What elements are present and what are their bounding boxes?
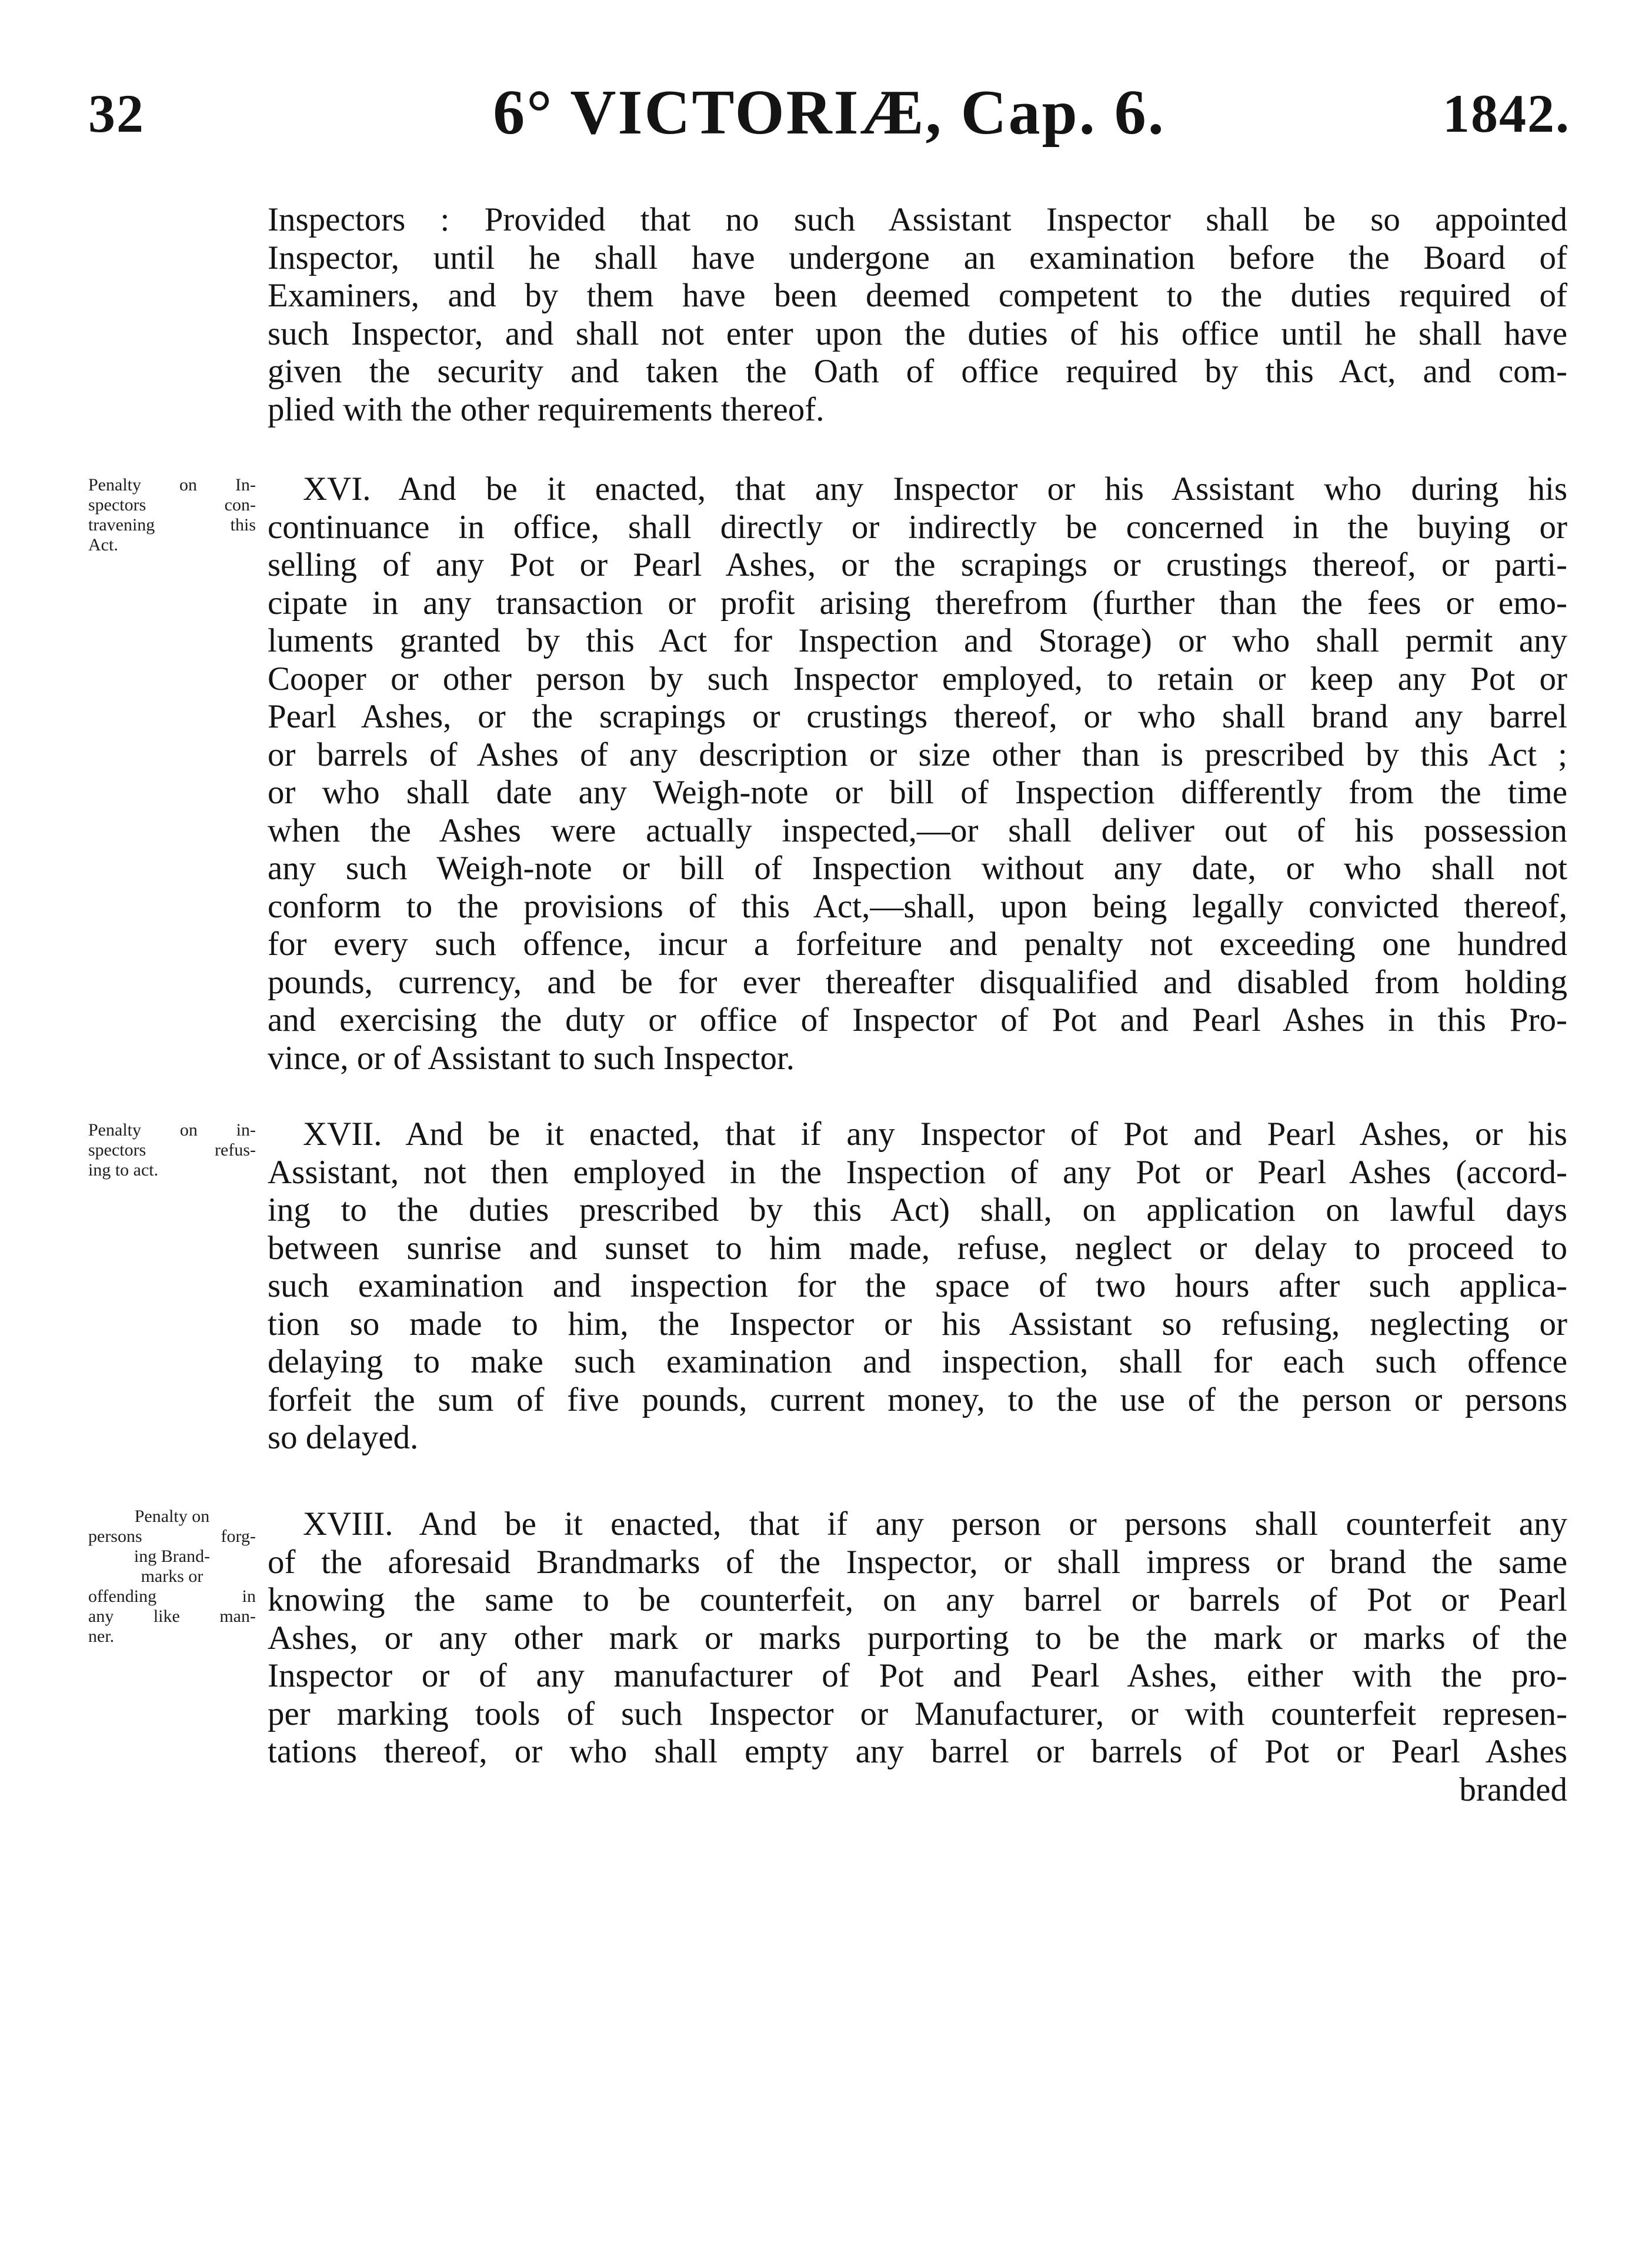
text-line: tion so made to him, the Inspector or his Assistant so refusing, neglecting or: [268, 1305, 1567, 1343]
text-line: any such Weigh-note or bill of Inspection without any date, or who shall not: [268, 850, 1567, 887]
text-line: ing to the duties prescribed by this Act) shall, on application on lawful days: [268, 1191, 1567, 1228]
margin-note-line: Act.: [88, 535, 118, 555]
text-line: Cooper or other person by such Inspector employed, to retain or keep any Pot or: [268, 660, 1567, 697]
text-line: continuance in office, shall directly or indirectly be concerned in the buying or: [268, 508, 1567, 546]
text-line: of the aforesaid Brandmarks of the Inspector, or shall impress or brand the same: [268, 1543, 1567, 1581]
text-line: for every such offence, incur a forfeiture and penalty not exceeding one hundred: [268, 926, 1567, 963]
text-line: vince, or of Assistant to such Inspector.: [268, 1039, 795, 1077]
margin-note-line: ing Brand-: [134, 1547, 211, 1566]
running-title: 6° VICTORIÆ, Cap. 6.: [493, 78, 1166, 148]
margin-note-line: marks or: [141, 1567, 203, 1586]
text-line: forfeit the sum of five pounds, current money, to the use of the person or persons: [268, 1381, 1567, 1418]
text-line: Inspector or of any manufacturer of Pot and Pearl Ashes, either with the pro-: [268, 1657, 1567, 1694]
text-line: Inspectors : Provided that no such Assistant Inspector shall be so appointed: [268, 201, 1567, 238]
page-header: [88, 71, 1570, 153]
text-line: XVI. And be it enacted, that any Inspector or his Assistant who during his: [303, 470, 1567, 507]
margin-note-line: Penalty on: [134, 1507, 210, 1526]
margin-note-section-xvi: [88, 475, 256, 555]
text-line: Ashes, or any other mark or marks purporting to be the mark or marks of the: [268, 1619, 1567, 1657]
margin-note-line: travening this: [88, 515, 256, 535]
text-line: delaying to make such examination and inspection, shall for each such offence: [268, 1343, 1567, 1380]
text-line: such Inspector, and shall not enter upon the duties of his office until he shall have: [268, 315, 1567, 352]
margin-note-line: Penalty on In-: [88, 475, 256, 495]
catchword: branded: [1459, 1771, 1567, 1808]
margin-note-line: any like man-: [88, 1607, 256, 1626]
text-line: Inspector, until he shall have undergone an examination before the Board of: [268, 239, 1567, 276]
text-line: per marking tools of such Inspector or Manufacturer, or with counterfeit represen-: [268, 1695, 1567, 1732]
text-line: XVII. And be it enacted, that if any Inspector of Pot and Pearl Ashes, or his: [303, 1116, 1567, 1153]
margin-note-section-xviii: [88, 1507, 256, 1647]
page-number: 32: [88, 84, 145, 143]
section-xvii-paragraph: [268, 1116, 1567, 1457]
text-line: Examiners, and by them have been deemed competent to the duties required of: [268, 277, 1567, 314]
margin-note-line: ing to act.: [88, 1160, 159, 1180]
text-line: knowing the same to be counterfeit, on any barrel or barrels of Pot or Pearl: [268, 1581, 1567, 1618]
text-line: so delayed.: [268, 1419, 419, 1456]
section-xvi-paragraph: [268, 470, 1567, 1077]
margin-note-section-xvii: [88, 1120, 256, 1180]
paragraph-continuation: [268, 201, 1567, 429]
text-line: conform to the provisions of this Act,—shall, upon being legally convicted thereof,: [268, 887, 1567, 925]
text-line: such examination and inspection for the space of two hours after such applica-: [268, 1267, 1567, 1304]
text-line: or who shall date any Weigh-note or bill of Inspection differently from the time: [268, 774, 1567, 811]
text-line: selling of any Pot or Pearl Ashes, or the scrapings or crustings thereof, or parti-: [268, 546, 1567, 583]
margin-note-line: persons forg-: [88, 1527, 256, 1546]
text-line: Assistant, not then employed in the Inspection of any Pot or Pearl Ashes (accord-: [268, 1153, 1567, 1191]
text-line: luments granted by this Act for Inspection and Storage) or who shall permit any: [268, 622, 1567, 659]
margin-note-line: spectors refus-: [88, 1140, 256, 1160]
margin-note-line: ner.: [88, 1627, 115, 1646]
section-xviii-paragraph: [268, 1505, 1567, 1809]
text-line: plied with the other requirements thereof.: [268, 390, 825, 428]
text-line: and exercising the duty or office of Inspector of Pot and Pearl Ashes in this Pro-: [268, 1001, 1567, 1038]
text-line: XVIII. And be it enacted, that if any person or persons shall counterfeit any: [303, 1505, 1567, 1542]
text-line: or barrels of Ashes of any description or size other than is prescribed by this Act ;: [268, 736, 1567, 773]
text-line: given the security and taken the Oath of office required by this Act, and com-: [268, 353, 1567, 390]
margin-note-line: Penalty on in-: [88, 1120, 256, 1140]
text-line: pounds, currency, and be for ever thereafter disqualified and disabled from holding: [268, 963, 1567, 1001]
text-line: between sunrise and sunset to him made, refuse, neglect or delay to proceed to: [268, 1229, 1567, 1267]
text-line: cipate in any transaction or profit arising therefrom (further than the fees or emo-: [268, 584, 1567, 622]
margin-note-line: spectors con-: [88, 495, 256, 515]
year: 1842.: [1443, 84, 1570, 143]
text-line: Pearl Ashes, or the scrapings or crustings thereof, or who shall brand any barrel: [268, 698, 1567, 735]
text-line: tations thereof, or who shall empty any barrel or barrels of Pot or Pearl Ashes: [268, 1733, 1567, 1770]
margin-note-line: offending in: [88, 1587, 256, 1606]
text-line: when the Ashes were actually inspected,—or shall deliver out of his possession: [268, 812, 1567, 849]
